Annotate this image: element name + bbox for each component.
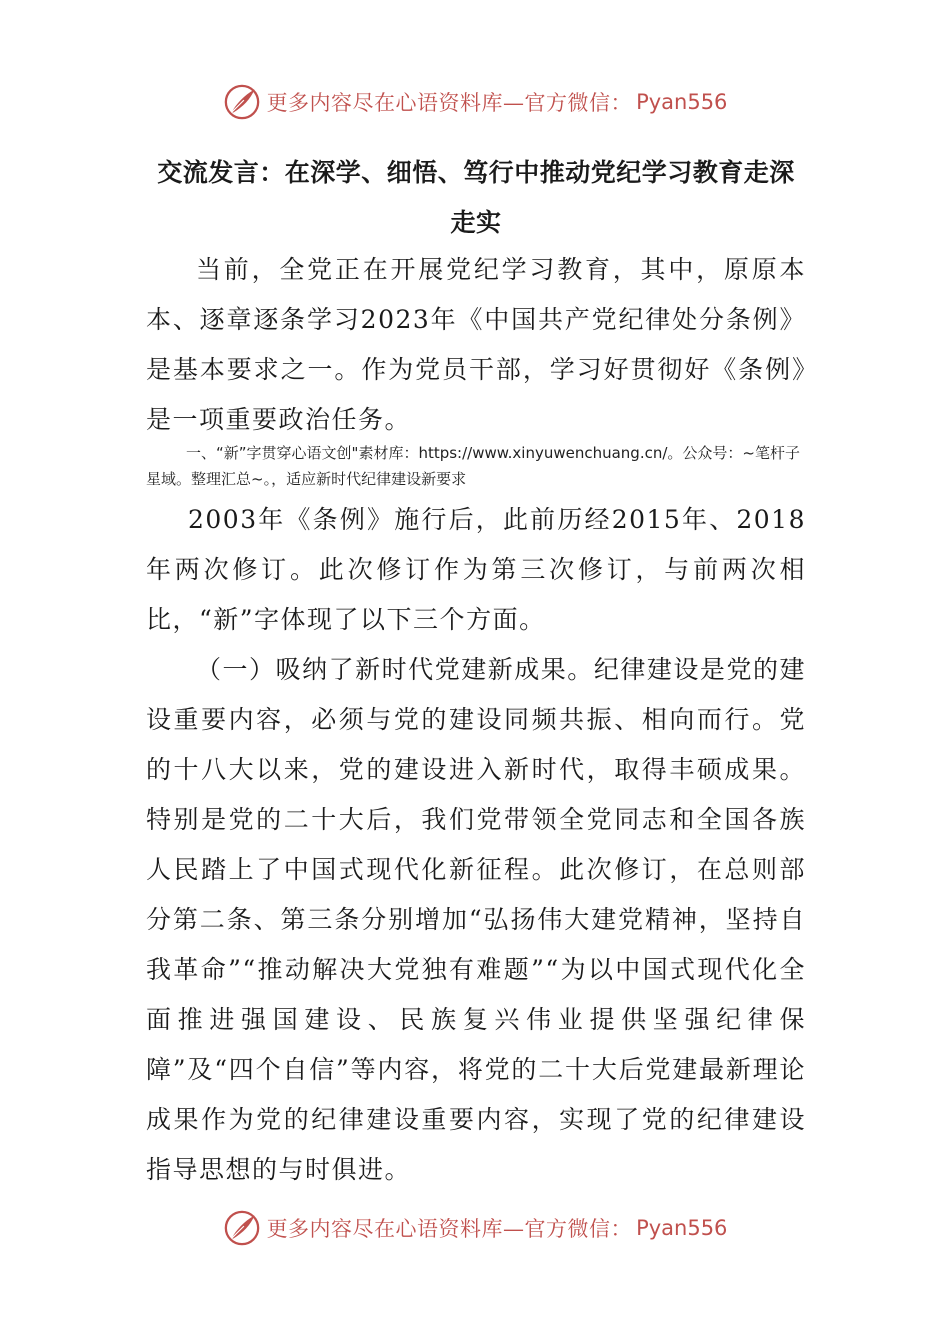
- paragraph-point-one: （一）吸纳了新时代党建新成果。纪律建设是党的建设重要内容，必须与党的建设同频共振、相向而行。党的十八大以来，党的建设进入新时代，取得丰硕成果。特别是党的二十大后，我们党带领全党同志和全国各族人民踏上了中国式现代化新征程。此次修订，在总则部分第二条、第三条分别增加“弘扬伟大建党精神，坚持自我革命”“推动解决大党独有难题”“为以中国式现代化全面推进强国建设、民族复兴伟业提供坚强纪律保障”及“四个自信”等内容，将党的二十大后党建最新理论成果作为党的纪律建设重要内容，实现了党的纪律建设指导思想的与时俱进。: [146, 655, 806, 1184]
- quill-pen-icon: [223, 1209, 261, 1247]
- header-banner: [0, 80, 950, 124]
- banner-text: 更多内容尽在心语资料库—官方微信：: [266, 91, 633, 115]
- quill-pen-icon: [223, 83, 261, 121]
- paragraph-revision-history: 2003年《条例》施行后，此前历经2015年、2018年两次修订。此次修订作为第三次修订，与前两次相比，“新”字体现了以下三个方面。: [146, 505, 806, 634]
- section-heading-note: 一、“新”字贯穿心语文创"素材库：https://www.xinyuwenchuang.cn/。公众号：~笔杆子星域。整理汇总~。，适应新时代纪律建设新要求: [146, 444, 800, 488]
- footer-banner: [0, 1206, 950, 1250]
- paragraph-intro: 当前，全党正在开展党纪学习教育，其中，原原本本、逐章逐条学习2023年《中国共产党纪律处分条例》是基本要求之一。作为党员干部，学习好贯彻好《条例》是一项重要政治任务。: [146, 255, 806, 434]
- banner-text: 更多内容尽在心语资料库—官方微信：: [266, 1217, 633, 1241]
- page-title: 交流发言：在深学、细悟、笃行中推动党纪学习教育走深走实: [157, 158, 795, 237]
- wechat-id: Pyan556: [636, 1216, 728, 1240]
- wechat-id: Pyan556: [636, 90, 728, 114]
